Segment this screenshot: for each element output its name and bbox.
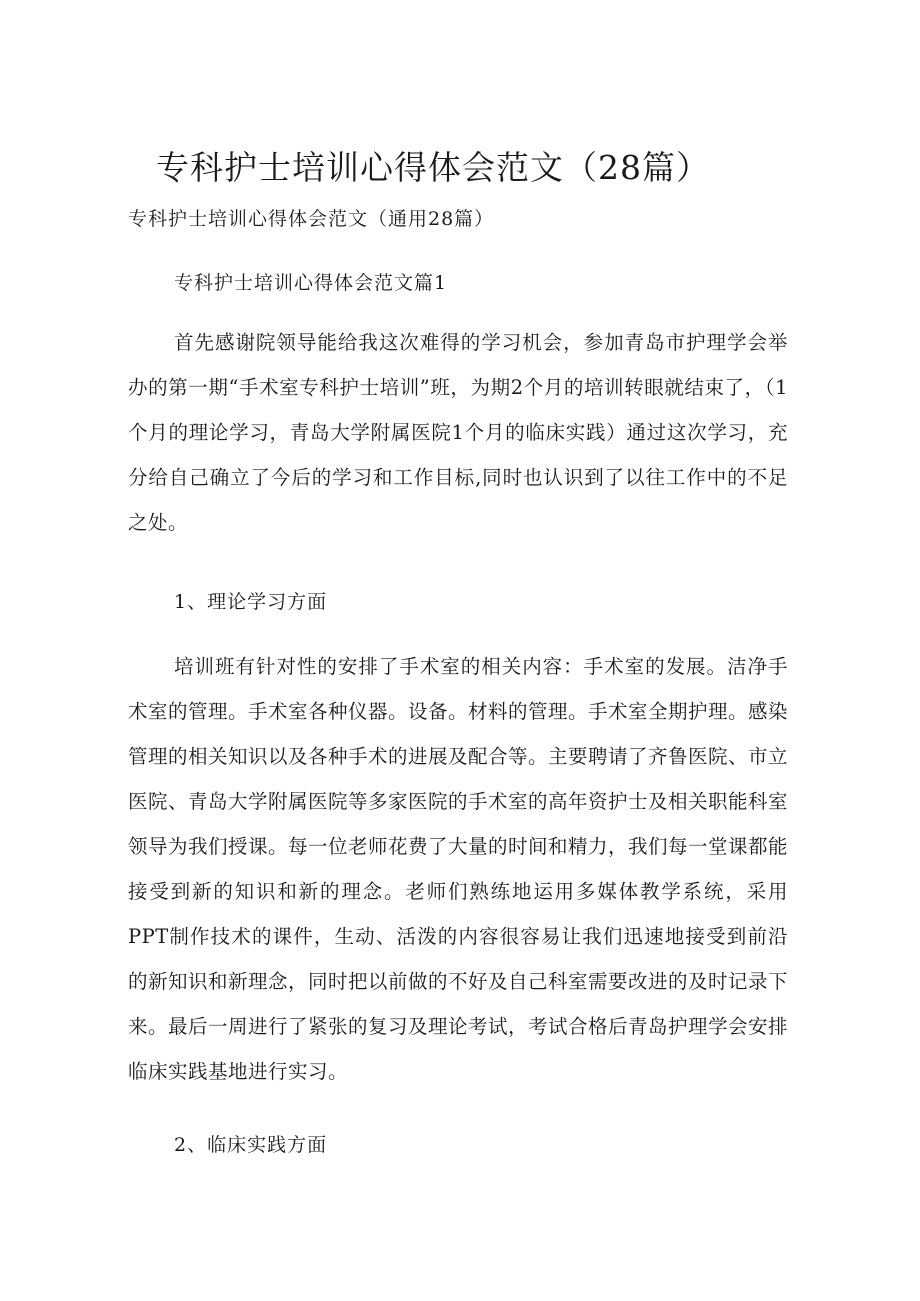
paragraph-theory: 培训班有针对性的安排了手术室的相关内容：手术室的发展。洁净手术室的管理。手术室各种仪器。设备。材料的管理。手术室全期护理。感染管理的相关知识以及各种手术的进展及配合等。主要聘请了齐鲁医院、市立医院、青岛大学附属医院等多家医院的手术室的高年资护士及相关职能科室领导为我们授课。每一位老师花费了大量的时间和精力，我们每一堂课都能接受到新的知识和新的理念。老师们熟练地运用多媒体教学系统，采用PPT制作技术的课件，生动、活泼的内容很容易让我们迅速地接受到前沿的新知识和新理念，同时把以前做的不好及自己科室需要改进的及时记录下来。最后一周进行了紧张的复习及理论考试，考试合格后青岛护理学会安排临床实践基地进行实习。 (128, 655, 789, 1083)
document-subtitle: 专科护士培训心得体会范文（通用28篇） (128, 208, 495, 230)
paragraph-introduction: 首先感谢院领导能给我这次难得的学习机会，参加青岛市护理学会举办的第一期“手术室专科护士培训”班，为期2个月的培训转眼就结束了，（1个月的理论学习，青岛大学附属医院1个月的临床实践）通过这次学习，充分给自己确立了今后的学习和工作目标,同时也认识到了以往工作中的不足之处。 (128, 331, 788, 534)
section-heading-theory: 1、理论学习方面 (174, 591, 328, 613)
article-heading: 专科护士培训心得体会范文篇1 (174, 272, 448, 294)
document-title: 专科护士培训心得体会范文（28篇） (156, 148, 710, 187)
section-heading-clinical: 2、临床实践方面 (174, 1134, 328, 1156)
